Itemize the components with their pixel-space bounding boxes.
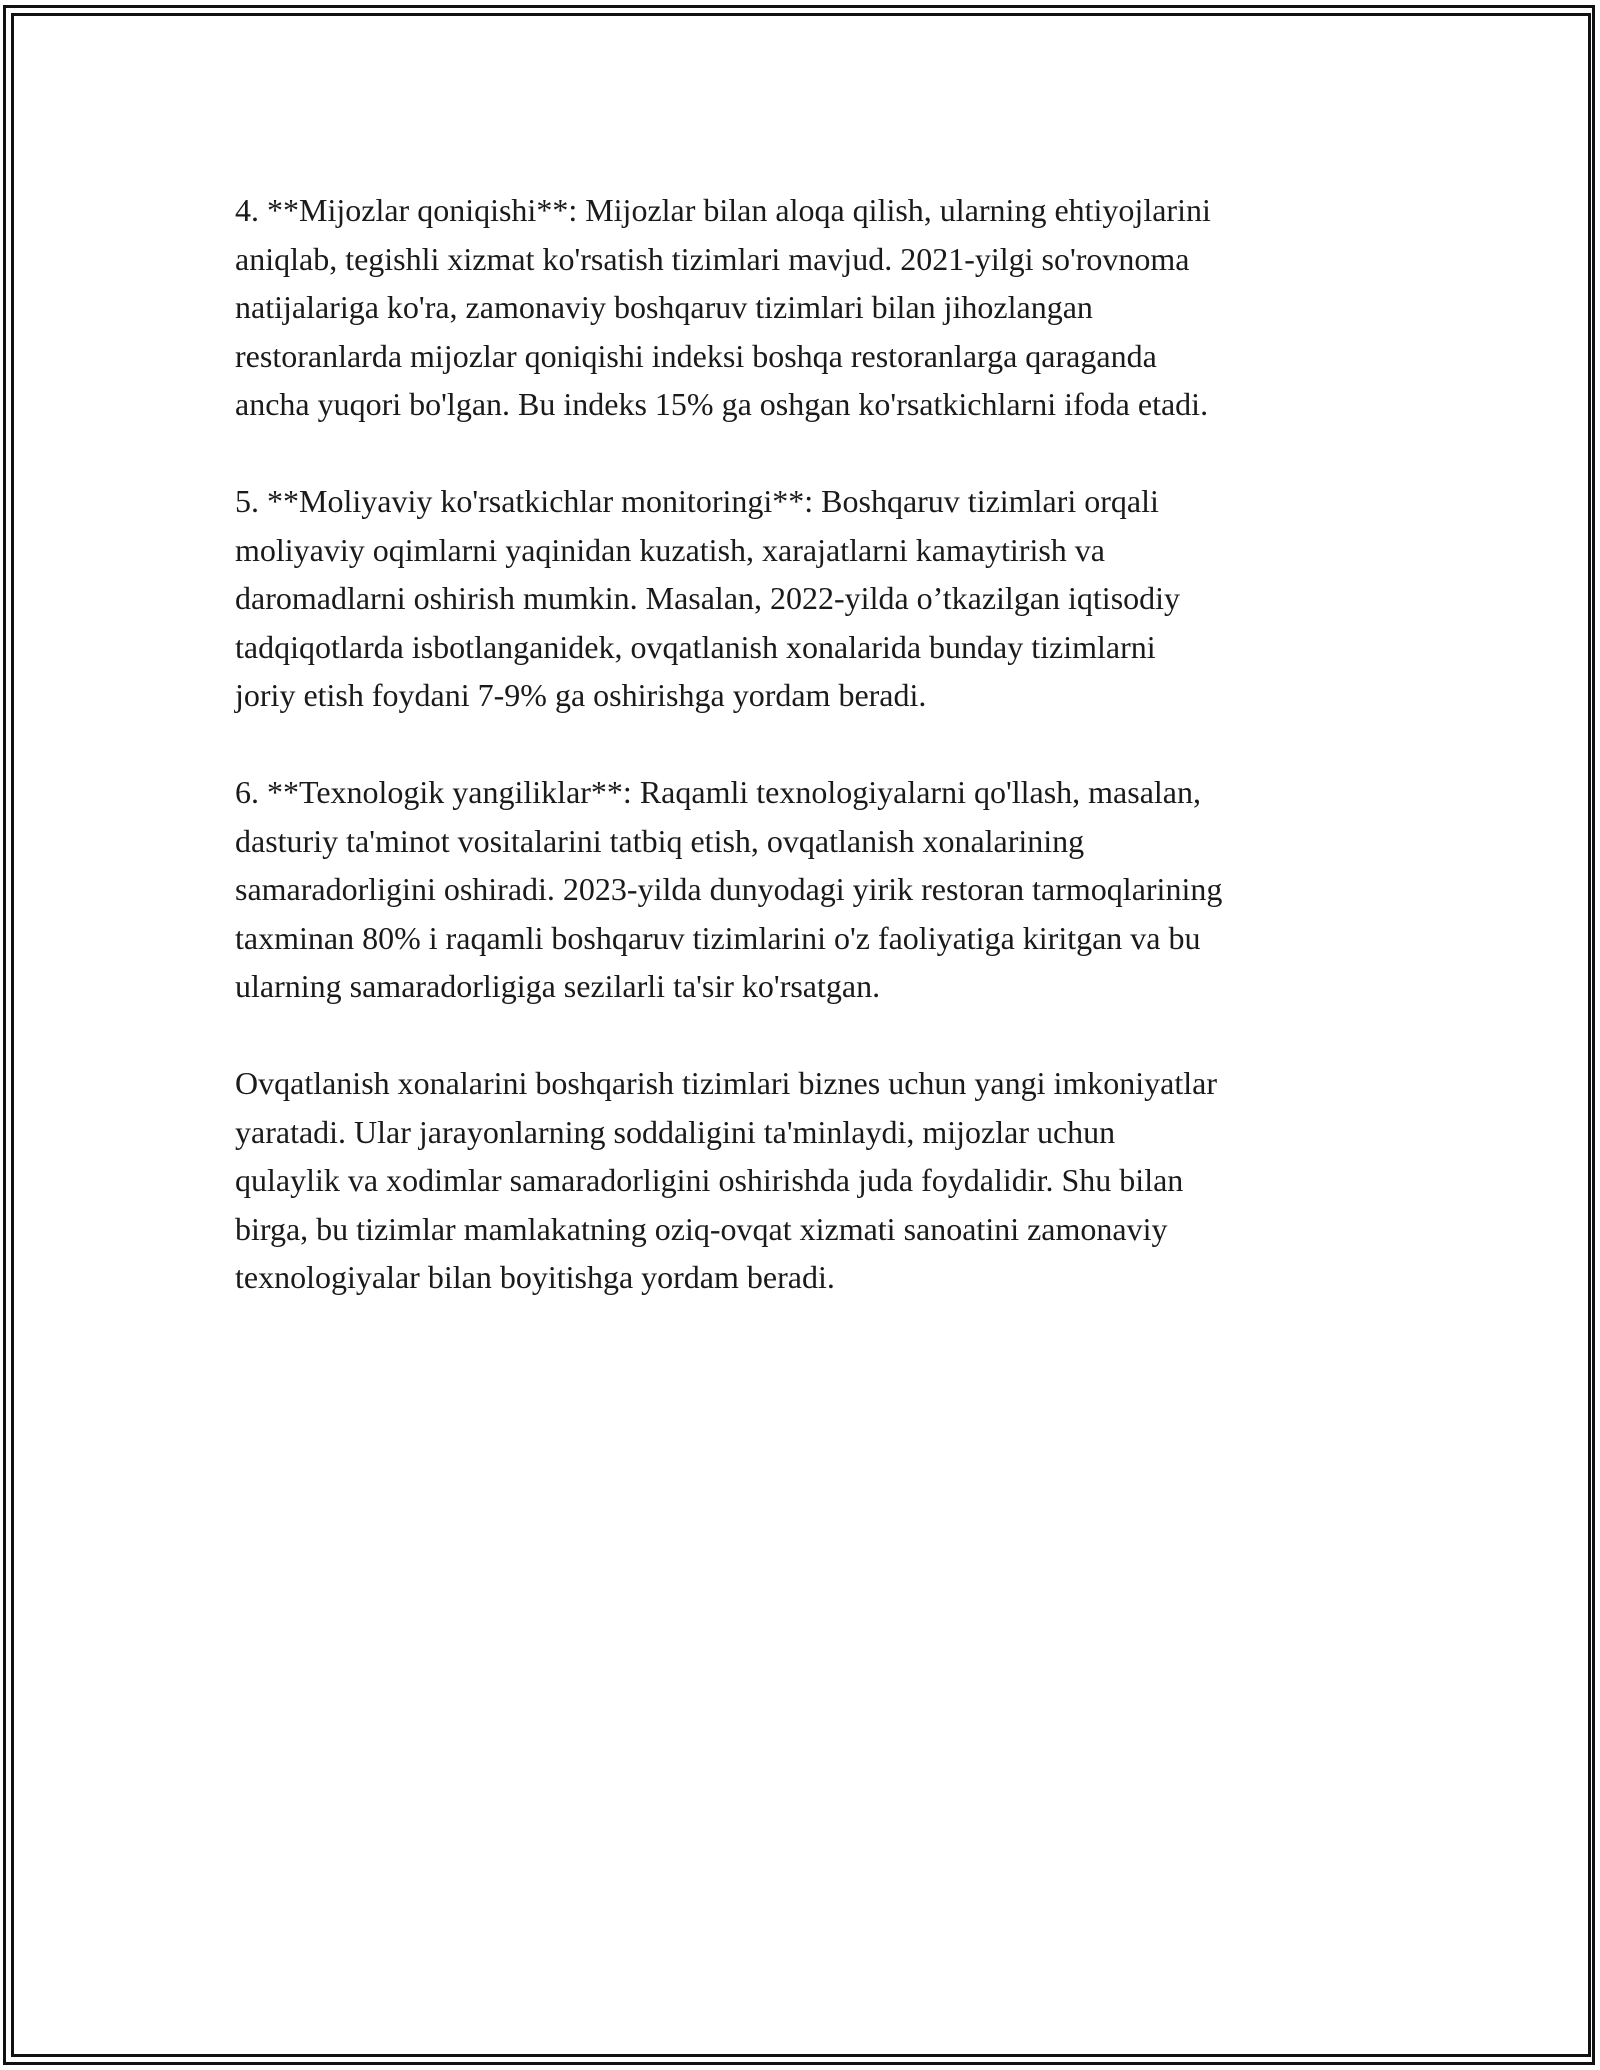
document-body	[235, 186, 1375, 1350]
paragraph-financial-monitoring: 5. **Moliyaviy ko'rsatkichlar monitoringi**: Boshqaruv tizimlari orqali moliyaviy oqimlarni yaqinidan kuzatish, xarajatlarni kamaytirish va daromadlarni oshirish mumkin. Masalan, 2022-yilda o’tkazilgan iqtisodiy tadqiqotlarda isbotlanganidek, ovqatlanish xonalarida bunday tizimlarni joriy etish foydani 7-9% ga oshirishga yordam beradi.	[235, 483, 1181, 713]
paragraph-technological-innovations: 6. **Texnologik yangiliklar**: Raqamli texnologiyalarni qo'llash, masalan, dasturiy ta'minot vositalarini tatbiq etish, ovqatlanish xonalarining samaradorligini oshiradi. 2023-yilda dunyodagi yirik restoran tarmoqlarining taxminan 80% i raqamli boshqaruv tizimlarini o'z faoliyatiga kiritgan va bu ularning samaradorligiga sezilarli ta'sir ko'rsatgan.	[235, 774, 1223, 1004]
paragraph-customer-satisfaction: 4. **Mijozlar qoniqishi**: Mijozlar bilan aloqa qilish, ularning ehtiyojlarini aniqlab, tegishli xizmat ko'rsatish tizimlari mavjud. 2021-yilgi so'rovnoma natijalariga ko'ra, zamonaviy boshqaruv tizimlari bilan jihozlangan restoranlarda mijozlar qoniqishi indeksi boshqa restoranlarga qaraganda ancha yuqori bo'lgan. Bu indeks 15% ga oshgan ko'rsatkichlarni ifoda etadi.	[235, 192, 1211, 422]
paragraph-conclusion: Ovqatlanish xonalarini boshqarish tizimlari biznes uchun yangi imkoniyatlar yaratadi. Ular jarayonlarning soddaligini ta'minlaydi, mijozlar uchun qulaylik va xodimlar samaradorligini oshirishda juda foydalidir. Shu bilan birga, bu tizimlar mamlakatning oziq-ovqat xizmati sanoatini zamonaviy texnologiyalar bilan boyitishga yordam beradi.	[235, 1065, 1217, 1295]
